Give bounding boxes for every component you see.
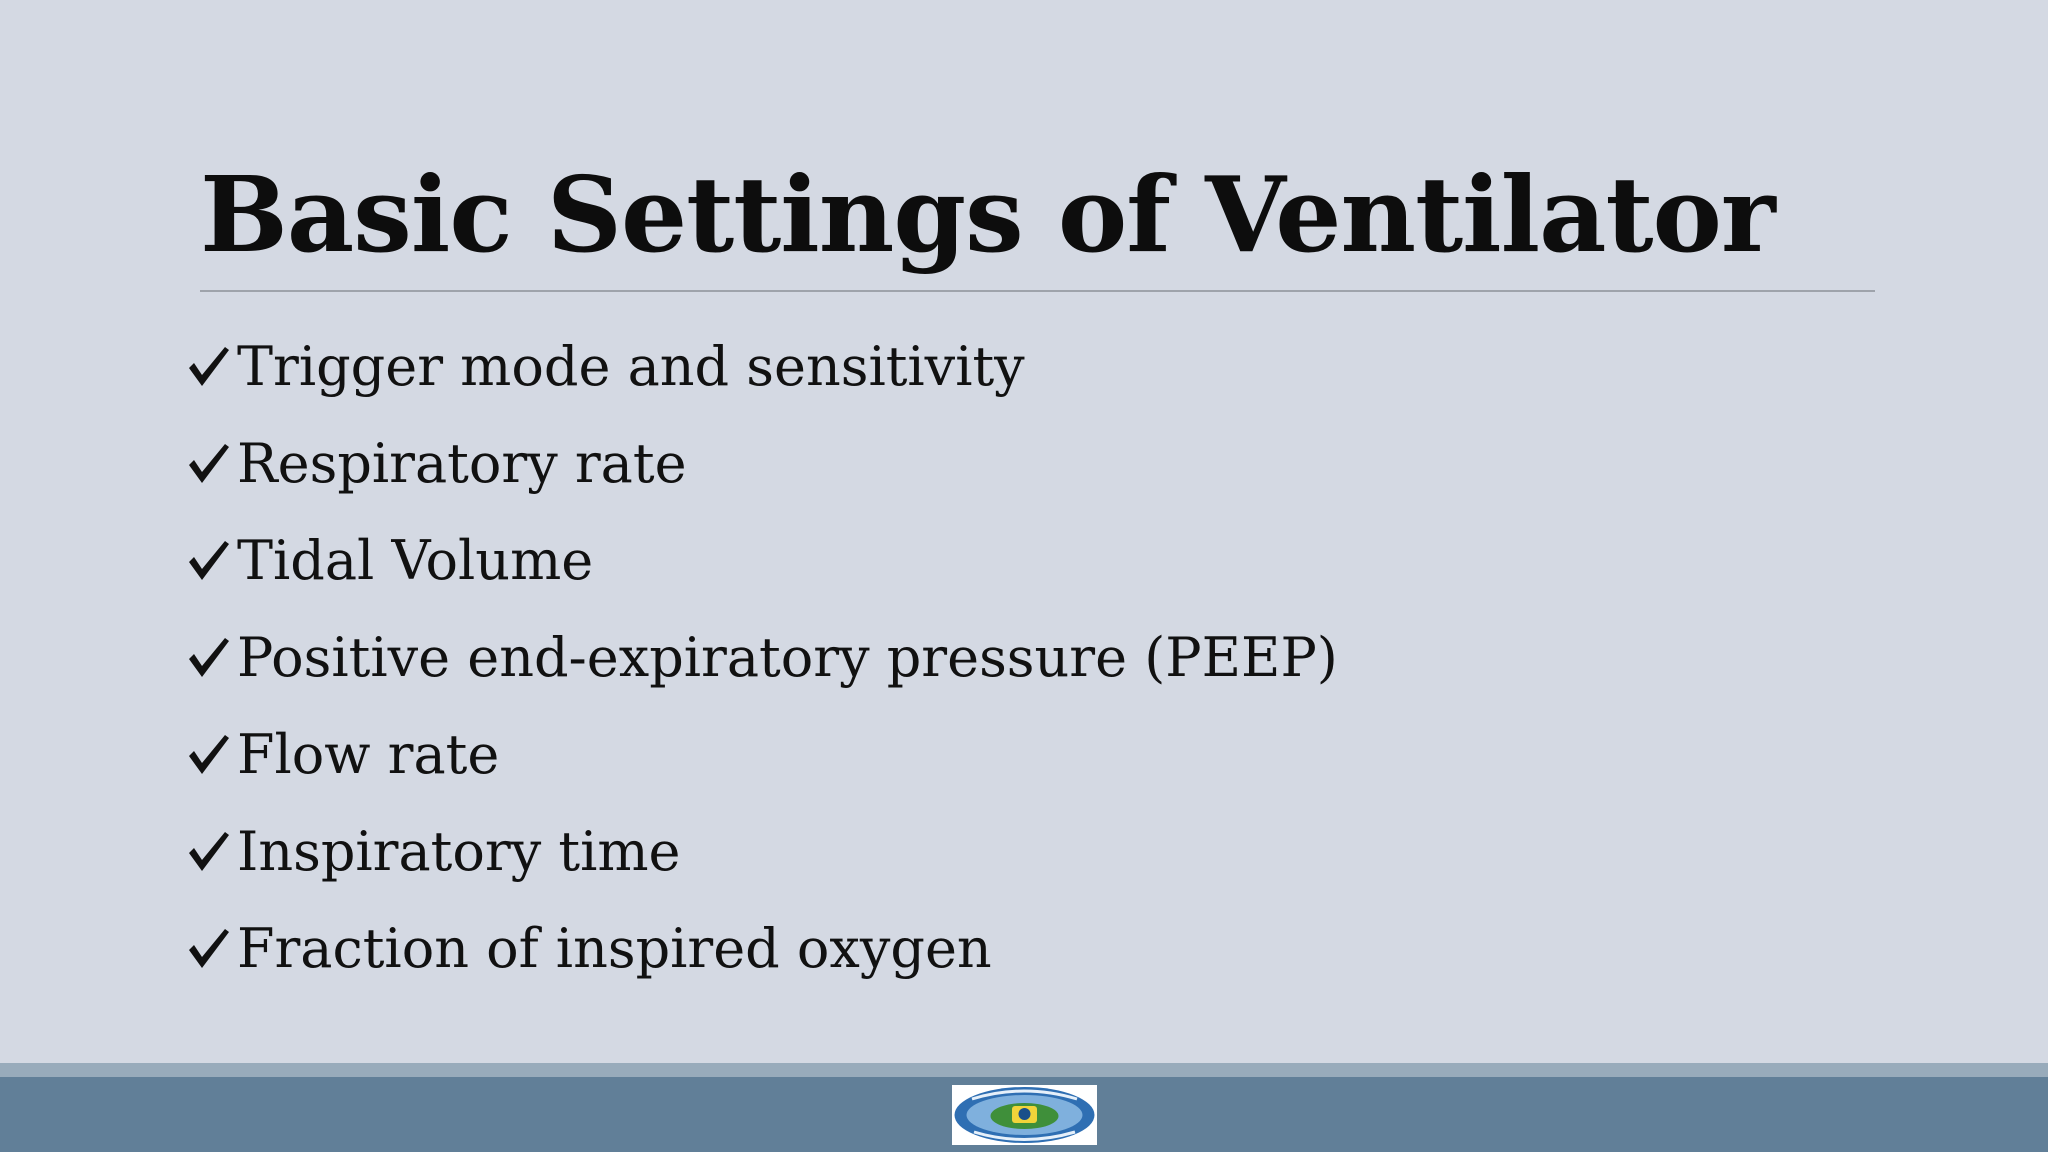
bullet-item xyxy=(185,609,1338,706)
checkmark-icon xyxy=(185,536,231,586)
checkmark-icon xyxy=(185,342,231,392)
bullet-item xyxy=(185,512,1338,609)
bullet-text: Flow rate xyxy=(237,723,500,786)
bullet-item xyxy=(185,706,1338,803)
checkmark-icon xyxy=(185,439,231,489)
bullet-text: Trigger mode and sensitivity xyxy=(237,335,1025,398)
title-divider xyxy=(200,290,1875,292)
checkmark-icon xyxy=(185,633,231,683)
bullet-item xyxy=(185,318,1338,415)
checkmark-icon xyxy=(185,924,231,974)
checkmark-icon xyxy=(185,827,231,877)
bullet-text: Fraction of inspired oxygen xyxy=(237,917,992,980)
bullet-text: Inspiratory time xyxy=(237,820,681,883)
bullet-text: Respiratory rate xyxy=(237,432,687,495)
bullet-text: Tidal Volume xyxy=(237,529,594,592)
bullet-item xyxy=(185,803,1338,900)
bullet-item xyxy=(185,900,1338,997)
footer-stripe xyxy=(0,1063,2048,1077)
bullet-list xyxy=(185,318,1338,997)
slide-title: Basic Settings of Ventilator xyxy=(200,153,1775,276)
bullet-text: Positive end-expiratory pressure (PEEP) xyxy=(237,626,1338,689)
checkmark-icon xyxy=(185,730,231,780)
university-logo-icon xyxy=(952,1085,1097,1145)
bullet-item xyxy=(185,415,1338,512)
